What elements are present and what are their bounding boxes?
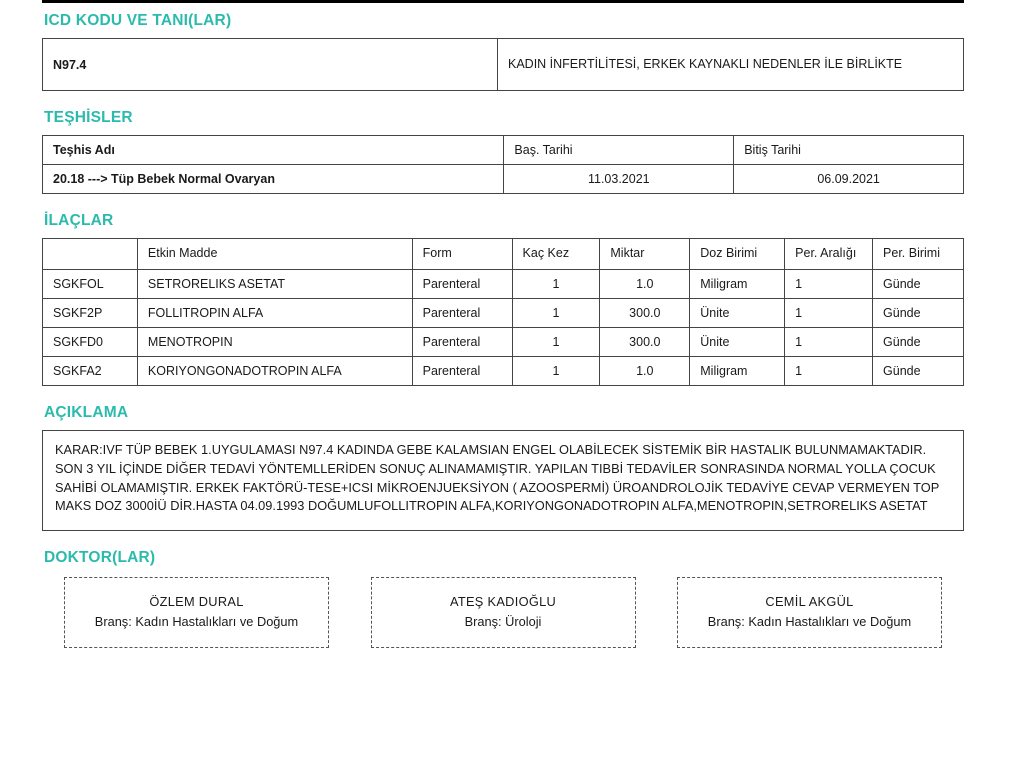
table-row: [43, 298, 964, 327]
ilac-miktar: 1.0: [600, 269, 690, 298]
doctor-branch: Branş: Üroloji: [464, 613, 542, 629]
ilac-kod: SGKF2P: [43, 298, 138, 327]
ilac-form: Parenteral: [412, 327, 512, 356]
doctor-card: [677, 577, 942, 647]
icd-table: [42, 38, 964, 91]
doctor-card: [64, 577, 329, 647]
ilac-etkin-madde: SETRORELIKS ASETAT: [137, 269, 412, 298]
ilac-doz-birimi: Miligram: [690, 269, 785, 298]
section-title-ilaclar: İLAÇLAR: [44, 212, 114, 229]
aciklama-text: KARAR:IVF TÜP BEBEK 1.UYGULAMASI N97.4 KADINDA GEBE KALAMSIAN ENGEL OLABİLECEK SİSTEMİK BİR HASTALIK BULUNMAMAKTADIR. SON 3 YIL İÇİNDE DİĞER TEDAVİ YÖNTEMLLERİDEN SONUÇ ALINAMAMIŞTIR. YAPILAN TIBBİ TEDAVİLER SONRASINDA NORMAL YOLLA ÇOCUK SAHİBİ OLAMAMIŞTIR. ERKEK FAKTÖRÜ-TESE+ICSI MİKROENJUEKSİYON ( AZOOSPERMİ) ÜROANDROLOJİK TEDAVİYE CEVAP VERMEYEN TOP MAKS DOZ 3000İÜ DİR.HASTA 04.09.1993 DOĞUMLUFOLLITROPIN ALFA,KORIYONGONADOTROPIN ALFA,MENOTROPIN,SETRORELIKS ASETAT: [55, 441, 940, 514]
table-row: [43, 327, 964, 356]
ilac-form: Parenteral: [412, 298, 512, 327]
ilac-form: Parenteral: [412, 269, 512, 298]
ilac-header-per-birimi: Per. Birimi: [873, 239, 964, 270]
ilac-header-doz-birimi: Doz Birimi: [690, 239, 785, 270]
ilac-per-birimi: Günde: [873, 327, 964, 356]
ilac-kac-kez: 1: [512, 327, 600, 356]
doctor-card: [371, 577, 636, 647]
section-title-aciklama: AÇIKLAMA: [44, 403, 129, 421]
section-title-doktorlar: DOKTOR(LAR): [44, 549, 156, 567]
table-row: [43, 356, 964, 385]
aciklama-box: [42, 430, 964, 532]
icd-code: N97.4: [43, 39, 498, 91]
doctor-name: CEMİL AKGÜL: [765, 594, 854, 610]
doctor-name: ÖZLEM DURAL: [149, 594, 244, 610]
doctor-branch: Branş: Kadın Hastalıkları ve Doğum: [707, 613, 912, 629]
ilac-header-kac-kez: Kaç Kez: [512, 239, 600, 270]
ilac-kac-kez: 1: [512, 356, 600, 385]
ilac-per-birimi: Günde: [873, 298, 964, 327]
doctors-list: [42, 577, 964, 647]
teshis-header-start: Baş. Tarihi: [504, 136, 734, 165]
ilac-doz-birimi: Ünite: [690, 327, 785, 356]
teshisler-table: [42, 135, 964, 194]
ilac-miktar: 1.0: [600, 356, 690, 385]
ilac-doz-birimi: Miligram: [690, 356, 785, 385]
ilac-header-per-araligi: Per. Aralığı: [785, 239, 873, 270]
teshis-start-date: 11.03.2021: [504, 165, 734, 194]
ilac-per-birimi: Günde: [873, 356, 964, 385]
ilac-etkin-madde: KORIYONGONADOTROPIN ALFA: [137, 356, 412, 385]
table-row: [43, 165, 964, 194]
ilac-form: Parenteral: [412, 356, 512, 385]
section-title-icd: ICD KODU VE TANI(LAR): [44, 12, 232, 29]
table-header-row: [43, 136, 964, 165]
ilac-etkin-madde: FOLLITROPIN ALFA: [137, 298, 412, 327]
ilac-header-form: Form: [412, 239, 512, 270]
ilac-kod: SGKFD0: [43, 327, 138, 356]
ilac-doz-birimi: Ünite: [690, 298, 785, 327]
ilac-kac-kez: 1: [512, 298, 600, 327]
table-header-row: [43, 239, 964, 270]
ilac-miktar: 300.0: [600, 298, 690, 327]
ilac-kac-kez: 1: [512, 269, 600, 298]
ilaclar-table: [42, 238, 964, 386]
ilac-header-miktar: Miktar: [600, 239, 690, 270]
section-title-teshisler: TEŞHİSLER: [44, 109, 133, 126]
ilac-per-araligi: 1: [785, 356, 873, 385]
top-divider: [42, 0, 964, 3]
ilac-header-etkin-madde: Etkin Madde: [137, 239, 412, 270]
table-row: [43, 269, 964, 298]
table-row: [43, 39, 964, 91]
teshis-header-name: Teşhis Adı: [43, 136, 504, 165]
teshis-header-end: Bitiş Tarihi: [734, 136, 964, 165]
ilac-miktar: 300.0: [600, 327, 690, 356]
ilac-header-kod: [43, 239, 138, 270]
doctor-branch: Branş: Kadın Hastalıkları ve Doğum: [94, 613, 299, 629]
ilac-kod: SGKFA2: [43, 356, 138, 385]
ilac-per-araligi: 1: [785, 327, 873, 356]
ilac-kod: SGKFOL: [43, 269, 138, 298]
document-content: [42, 12, 964, 648]
teshis-end-date: 06.09.2021: [734, 165, 964, 194]
ilac-per-araligi: 1: [785, 298, 873, 327]
ilac-per-birimi: Günde: [873, 269, 964, 298]
ilac-etkin-madde: MENOTROPIN: [137, 327, 412, 356]
ilac-per-araligi: 1: [785, 269, 873, 298]
doctor-name: ATEŞ KADIOĞLU: [449, 594, 557, 610]
teshis-name: 20.18 ---> Tüp Bebek Normal Ovaryan: [43, 165, 504, 194]
icd-description: KADIN İNFERTİLİTESİ, ERKEK KAYNAKLI NEDENLER İLE BİRLİKTE: [498, 39, 964, 91]
